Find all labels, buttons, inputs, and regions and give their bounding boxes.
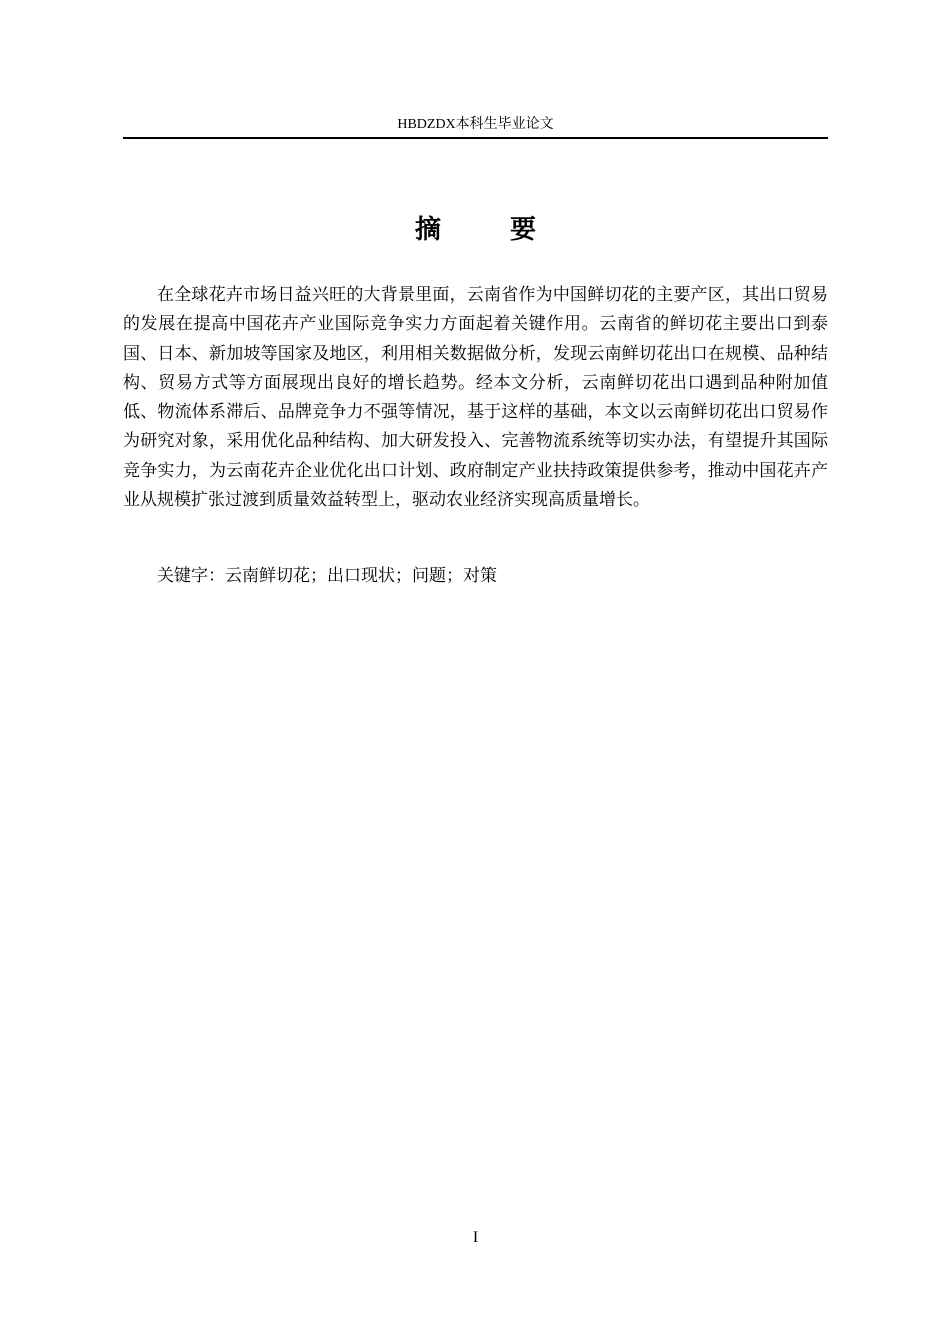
abstract-body: 在全球花卉市场日益兴旺的大背景里面，云南省作为中国鲜切花的主要产区，其出口贸易的发展在提高中国花卉产业国际竞争实力方面起着关键作用。云南省的鲜切花主要出口到泰国、日本、新加坡等国家及地区，利用相关数据做分析，发现云南鲜切花出口在规模、品种结构、贸易方式等方面展现出良好的增长趋势。经本文分析，云南鲜切花出口遇到品种附加值低、物流体系滞后、品牌竞争力不强等情况，基于这样的基础，本文以云南鲜切花出口贸易作为研究对象，采用优化品种结构、加大研发投入、完善物流系统等切实办法，有望提升其国际竞争实力，为云南花卉企业优化出口计划、政府制定产业扶持政策提供参考，推动中国花卉产业从规模扩张过渡到质量效益转型上，驱动农业经济实现高质量增长。 xyxy=(123,285,828,511)
page-number: I xyxy=(472,1229,479,1246)
abstract-title: 摘 要 xyxy=(414,215,567,245)
keywords-line: 关键字：云南鲜切花；出口现状；问题；对策 xyxy=(157,566,497,586)
page-header: HBDZDX本科生毕业论文 xyxy=(397,117,554,132)
header-divider xyxy=(123,137,828,139)
